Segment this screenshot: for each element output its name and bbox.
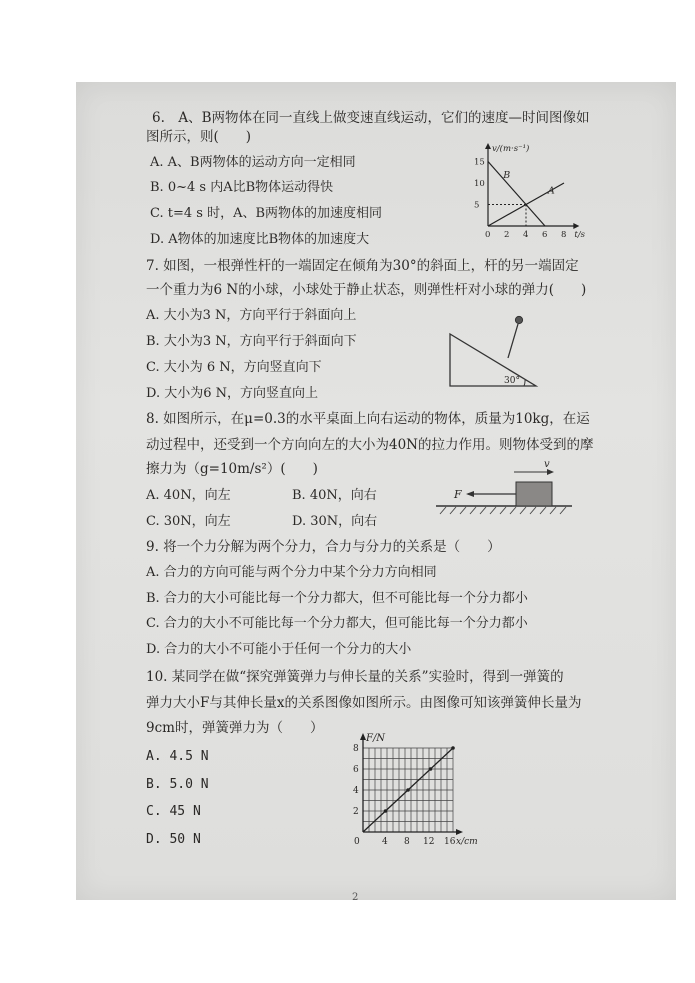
data-point [406, 788, 410, 792]
elastic-rod [508, 324, 518, 358]
data-point [451, 746, 455, 750]
q9-stem: 9. 将一个力分解为两个分力，合力与分力的关系是（ ） [146, 539, 501, 555]
velocity-label: v [544, 459, 550, 470]
q6-option-d: D. A物体的加速度比B物体的加速度大 [150, 232, 370, 247]
q7-stem-line2: 一个重力为6 N的小球，小球处于静止状态，则弹性杆对小球的弹力( ) [146, 282, 587, 298]
table-hatching [440, 507, 566, 514]
q8-stem-line1: 8. 如图所示，在μ=0.3的水平桌面上向右运动的物体，质量为10kg，在运 [146, 411, 590, 427]
q7-stem-line1: 7. 如图，一根弹性杆的一端固定在倾角为30°的斜面上，杆的另一端固定 [146, 258, 579, 274]
q7-option-d: D. 大小为6 N，方向竖直向上 [146, 386, 319, 401]
data-point [384, 809, 388, 813]
q8-option-d: D. 30N，向右 [292, 514, 378, 529]
vt-x-tick: 0 [485, 230, 491, 240]
q6-option-c: C. t=4 s 时，A、B两物体的加速度相同 [150, 206, 383, 221]
data-point [429, 767, 433, 771]
q7-option-c: C. 大小为 6 N，方向竖直向下 [146, 360, 322, 375]
vt-y-tick: 5 [474, 200, 480, 211]
q9-option-c: C. 合力的大小不可能比每一个分力都大，但可能比每一个分力都小 [146, 616, 528, 631]
y-tick-2: 2 [353, 807, 359, 817]
y-axis-label: F/N [366, 733, 386, 744]
vt-x-tick: 2 [504, 230, 510, 240]
y-tick-8: 8 [353, 744, 359, 754]
q8-option-b: B. 40N，向右 [292, 488, 377, 503]
q10-stem-line3: 9cm时，弹簧弹力为（ ） [146, 720, 324, 736]
vt-y-axis-arrow [485, 143, 491, 149]
vt-x-tick: 6 [542, 230, 548, 240]
x-axis-arrow [456, 829, 463, 835]
x-tick-16: 16 [444, 837, 456, 847]
q10-stem-line1: 10. 某同学在做“探究弹簧弹力与伸长量的关系”实验时，得到一弹簧的 [146, 669, 564, 685]
q10-option-a: A. 4.5 N [146, 749, 209, 764]
force-arrow-head [466, 491, 474, 497]
q8-option-a: A. 40N，向左 [146, 488, 231, 503]
q10-option-c: C. 45 N [146, 804, 201, 819]
x-tick-8: 8 [404, 837, 410, 847]
incline-rod-figure [446, 310, 546, 390]
velocity-time-graph [468, 140, 588, 244]
vt-x-axis-label: t/s [574, 230, 586, 240]
q9-option-a: A. 合力的方向可能与两个分力中某个分力方向相同 [146, 565, 437, 580]
vt-label-b: B [503, 169, 511, 181]
angle-label: 30° [504, 376, 520, 386]
q8-stem-line2: 动过程中，还受到一个方向向左的大小为40N的拉力作用。则物体受到的摩 [146, 437, 594, 453]
q10-option-b: B. 5.0 N [146, 777, 209, 792]
q9-option-b: B. 合力的大小可能比每一个分力都大，但不可能比每一个分力都小 [146, 591, 528, 606]
vt-y-axis-label: v/(m·s⁻¹) [492, 144, 530, 154]
vt-label-a: A [547, 185, 555, 197]
page-number: 2 [352, 892, 359, 903]
q7-option-b: B. 大小为3 N，方向平行于斜面向下 [146, 334, 357, 349]
q6-option-b: B. 0~4 s 内A比B物体运动得快 [150, 180, 334, 195]
vt-y-tick: 15 [474, 157, 485, 168]
x-axis-label: x/cm [456, 837, 478, 847]
angle-arc [524, 380, 525, 386]
x-tick-4: 4 [382, 837, 388, 847]
q9-option-d: D. 合力的大小不可能小于任何一个分力的大小 [146, 642, 412, 657]
q10-option-d: D. 50 N [146, 832, 201, 847]
q8-stem-line3: 擦力为（g=10m/s²）( ) [146, 461, 318, 477]
block [516, 482, 552, 506]
q6-stem-line2: 图所示，则( ) [146, 129, 252, 145]
vt-line-b [488, 162, 545, 227]
vt-x-tick: 8 [561, 230, 567, 240]
force-label: F [454, 488, 462, 501]
vt-x-tick: 4 [523, 230, 529, 240]
x-tick-0: 0 [354, 837, 360, 847]
q10-stem-line2: 弹力大小F与其伸长量x的关系图像如图所示。由图像可知该弹簧伸长量为 [146, 695, 582, 711]
spring-force-graph [338, 730, 490, 854]
vt-x-axis-arrow [573, 223, 579, 229]
y-tick-4: 4 [353, 786, 359, 796]
small-ball [515, 316, 522, 323]
y-tick-6: 6 [353, 765, 359, 775]
x-tick-12: 12 [423, 837, 435, 847]
vt-y-tick: 10 [474, 179, 485, 189]
q6-option-a: A. A、B两物体的运动方向一定相同 [150, 155, 356, 170]
incline-triangle [450, 334, 536, 386]
block-on-table-figure [436, 456, 572, 518]
q6-stem-line1: 6. A、B两物体在同一直线上做变速直线运动，它们的速度—时间图像如 [152, 110, 590, 126]
q7-option-a: A. 大小为3 N，方向平行于斜面向上 [146, 308, 357, 323]
q8-option-c: C. 30N，向左 [146, 514, 231, 529]
